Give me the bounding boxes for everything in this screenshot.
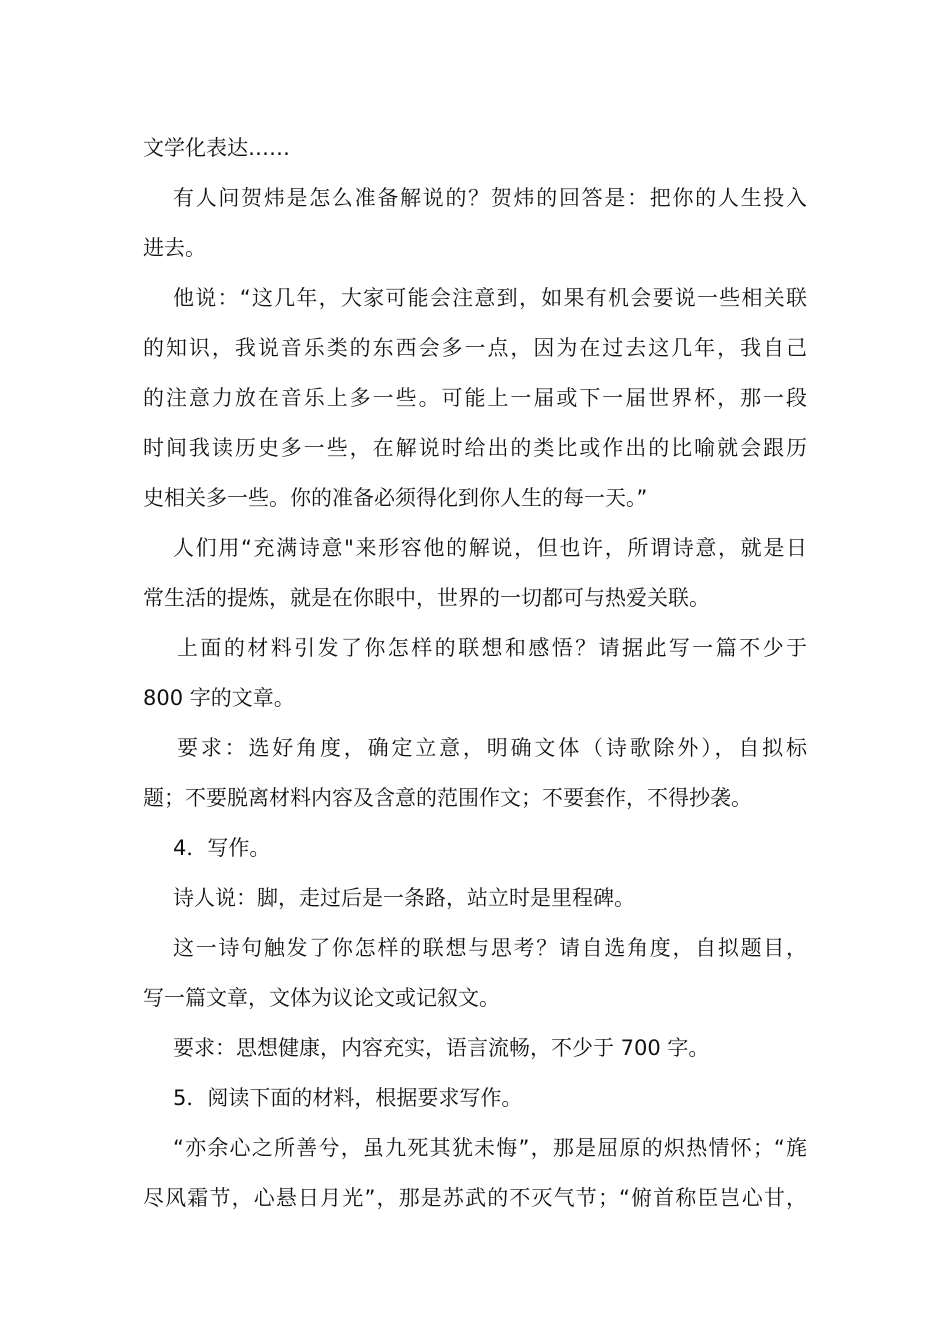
text-line: 800 字的文章。 (143, 686, 295, 710)
text-line: 的知识，我说音乐类的东西会多一点，因为在过去这几年，我自己 (143, 336, 807, 360)
text-line: 他说：“这几年，大家可能会注意到，如果有机会要说一些相关联 (173, 286, 807, 310)
text-line: 文学化表达…… (143, 136, 290, 160)
document-body (143, 133, 807, 1233)
text-line: 有人问贺炜是怎么准备解说的？贺炜的回答是：把你的人生投入 (173, 186, 807, 210)
section-heading: 5．阅读下面的材料，根据要求写作。 (173, 1086, 523, 1110)
text-line: 题；不要脱离材料内容及含意的范围作文；不要套作，不得抄袭。 (143, 786, 752, 810)
text-line: 上面的材料引发了你怎样的联想和感悟？请据此写一篇不少于 (177, 636, 807, 660)
text-line: 的注意力放在音乐上多一些。可能上一届或下一届世界杯，那一段 (143, 386, 807, 410)
text-line: 进去。 (143, 236, 206, 260)
text-line: 尽风霜节，心悬日月光”，那是苏武的不灭气节；“俯首称臣岂心甘， (143, 1186, 807, 1210)
text-line: 诗人说：脚，走过后是一条路，站立时是里程碑。 (173, 886, 635, 910)
text-line: 常生活的提炼，就是在你眼中，世界的一切都可与热爱关联。 (143, 586, 710, 610)
text-line: 要求：选好角度，确定立意，明确文体（诗歌除外），自拟标 (177, 736, 807, 760)
text-line: “亦余心之所善兮，虽九死其犹未悔”，那是屈原的炽热情怀；“旄 (173, 1136, 807, 1160)
section-heading: 4．写作。 (173, 836, 271, 860)
text-line: 时间我读历史多一些，在解说时给出的类比或作出的比喻就会跟历 (143, 436, 807, 460)
text-line: 这一诗句触发了你怎样的联想与思考？请自选角度，自拟题目， (173, 936, 807, 960)
text-line: 史相关多一些。你的准备必须得化到你人生的每一天。” (143, 486, 648, 510)
text-line: 人们用“充满诗意"来形容他的解说，但也许，所谓诗意，就是日 (173, 536, 807, 560)
text-line: 写一篇文章，文体为议论文或记叙文。 (143, 986, 500, 1010)
text-line: 要求：思想健康，内容充实，语言流畅，不少于 700 字。 (173, 1036, 710, 1060)
